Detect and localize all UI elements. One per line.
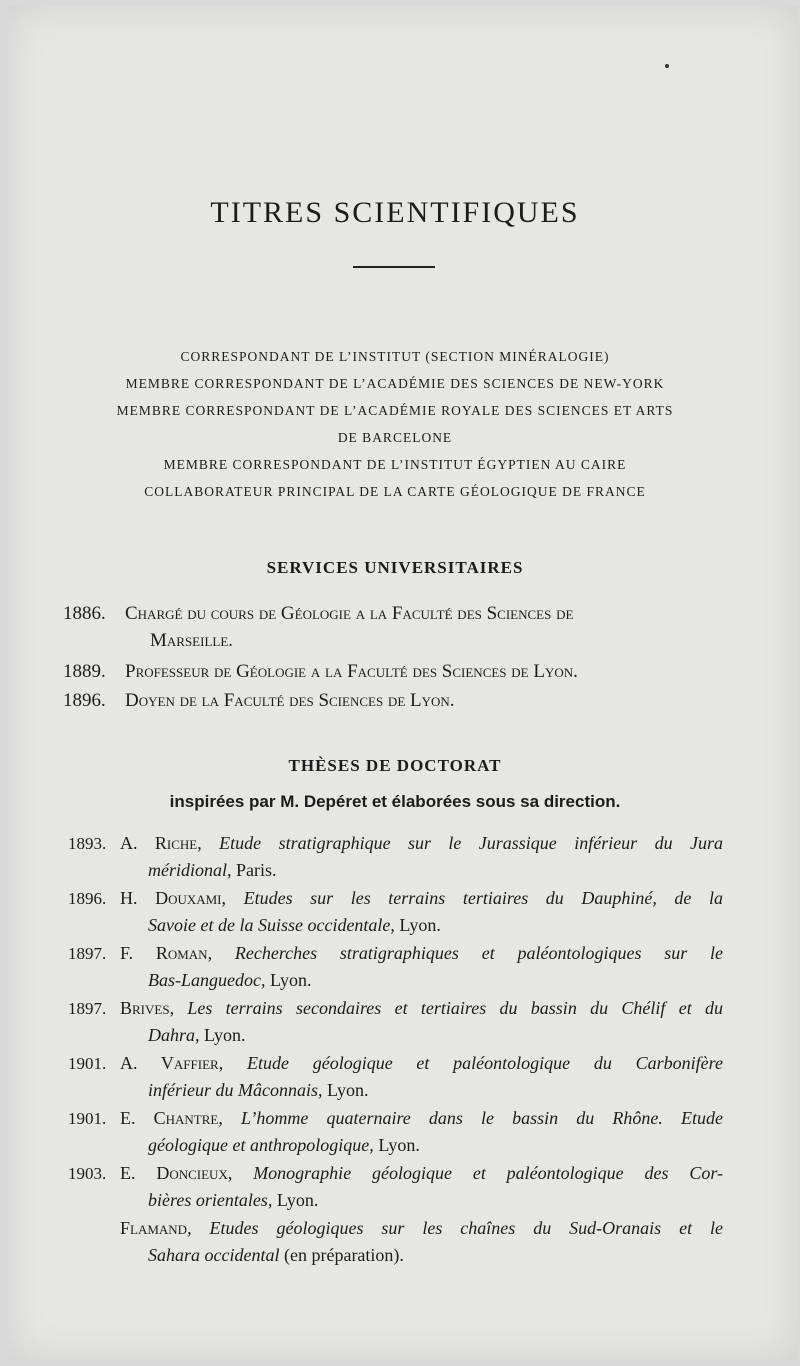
thesis-place: Lyon. xyxy=(199,1025,246,1045)
thesis-author: A. Riche, xyxy=(120,833,202,853)
thesis-title: Recherches stratigraphiques et paléontologiques sur le xyxy=(234,943,723,963)
service-year: 1889. xyxy=(63,661,106,682)
thesis-author: E. Doncieux, xyxy=(120,1163,233,1183)
thesis-entry xyxy=(68,830,723,884)
thesis-author: E. Chantre, xyxy=(120,1108,223,1128)
thesis-place: (en préparation). xyxy=(279,1245,404,1265)
thesis-author: A. Vaffier, xyxy=(120,1053,224,1073)
thesis-title: Etude stratigraphique sur le Jurassique inférieur du Jura xyxy=(219,833,724,853)
service-text: Chargé du cours de Géologie a la Faculté des Sciences de xyxy=(125,603,574,624)
title-line: CORRESPONDANT DE L’INSTITUT (SECTION MINÉRALOGIE) xyxy=(180,349,610,364)
thesis-entry xyxy=(68,1160,723,1214)
thesis-title-cont: Savoie et de la Suisse occidentale, xyxy=(148,915,395,935)
titles-list xyxy=(8,343,782,505)
title-rule xyxy=(353,266,435,268)
title-line: MEMBRE CORRESPONDANT DE L’ACADÉMIE ROYALE DES SCIENCES ET ARTS xyxy=(116,403,674,418)
service-entry xyxy=(63,600,723,654)
thesis-author: F. Roman, xyxy=(120,943,213,963)
document-page xyxy=(8,6,798,1360)
thesis-title-cont: géologique et anthropologique, xyxy=(148,1135,374,1155)
thesis-entry xyxy=(68,1215,723,1269)
title-line: DE BARCELONE xyxy=(337,430,453,445)
title-line: MEMBRE CORRESPONDANT DE L’INSTITUT ÉGYPTIEN AU CAIRE xyxy=(163,457,627,472)
thesis-title-cont: méridional, xyxy=(148,860,232,880)
service-entry xyxy=(63,658,723,685)
thesis-year: 1893. xyxy=(68,834,107,853)
thesis-year: 1903. xyxy=(68,1164,107,1183)
thesis-place: Lyon. xyxy=(373,1135,420,1155)
thesis-title-cont: Bas-Languedoc, xyxy=(148,970,266,990)
thesis-place: Paris. xyxy=(231,860,277,880)
service-entry xyxy=(63,687,723,714)
thesis-title: Les terrains secondaires et tertiaires du bassin du Chélif et du xyxy=(187,998,723,1018)
thesis-place: Lyon. xyxy=(322,1080,369,1100)
thesis-entry xyxy=(68,1105,723,1159)
thesis-title-cont: inférieur du Mâconnais, xyxy=(148,1080,323,1100)
service-text: Doyen de la Faculté des Sciences de Lyon. xyxy=(125,690,455,711)
thesis-year: 1901. xyxy=(68,1054,107,1073)
thesis-entry xyxy=(68,885,723,939)
thesis-author: Flamand, xyxy=(120,1218,192,1238)
thesis-entry xyxy=(68,1050,723,1104)
service-text: Professeur de Géologie a la Faculté des Sciences de Lyon. xyxy=(125,661,578,682)
thesis-entry xyxy=(68,995,723,1049)
thesis-author: H. Douxami, xyxy=(120,888,227,908)
theses-subheading: inspirées par M. Depéret et élaborées sous sa direction. xyxy=(169,792,621,811)
services-heading: SERVICES UNIVERSITAIRES xyxy=(266,558,524,577)
theses-heading: THÈSES DE DOCTORAT xyxy=(288,756,502,775)
thesis-title: Etudes sur les terrains tertiaires du Dauphiné, de la xyxy=(243,888,723,908)
title-line: COLLABORATEUR PRINCIPAL DE LA CARTE GÉOLOGIQUE DE FRANCE xyxy=(144,484,646,499)
service-year: 1896. xyxy=(63,690,106,711)
thesis-title-cont: Dahra, xyxy=(148,1025,200,1045)
thesis-entry xyxy=(68,940,723,994)
speck xyxy=(665,64,669,68)
service-text-cont: Marseille. xyxy=(150,630,234,651)
thesis-title: Etude géologique et paléontologique du Carbonifère xyxy=(246,1053,723,1073)
thesis-title-cont: bières orientales, xyxy=(148,1190,273,1210)
page-title: TITRES SCIENTIFIQUES xyxy=(210,196,580,229)
service-year: 1886. xyxy=(63,603,106,624)
title-line: MEMBRE CORRESPONDANT DE L’ACADÉMIE DES SCIENCES DE NEW-YORK xyxy=(125,376,665,391)
thesis-year: 1896. xyxy=(68,889,107,908)
thesis-title: Monographie géologique et paléontologique des Cor- xyxy=(253,1163,723,1183)
thesis-title: L’homme quaternaire dans le bassin du Rhône. Etude xyxy=(241,1108,724,1128)
thesis-title-cont: Sahara occidental xyxy=(148,1245,280,1265)
thesis-year: 1897. xyxy=(68,944,107,963)
thesis-place: Lyon. xyxy=(272,1190,319,1210)
thesis-author: Brives, xyxy=(120,998,175,1018)
thesis-year: 1897. xyxy=(68,999,107,1018)
thesis-title: Etudes géologiques sur les chaînes du Sud-Oranais et le xyxy=(209,1218,724,1238)
thesis-year: 1901. xyxy=(68,1109,107,1128)
thesis-place: Lyon. xyxy=(394,915,441,935)
thesis-place: Lyon. xyxy=(265,970,312,990)
